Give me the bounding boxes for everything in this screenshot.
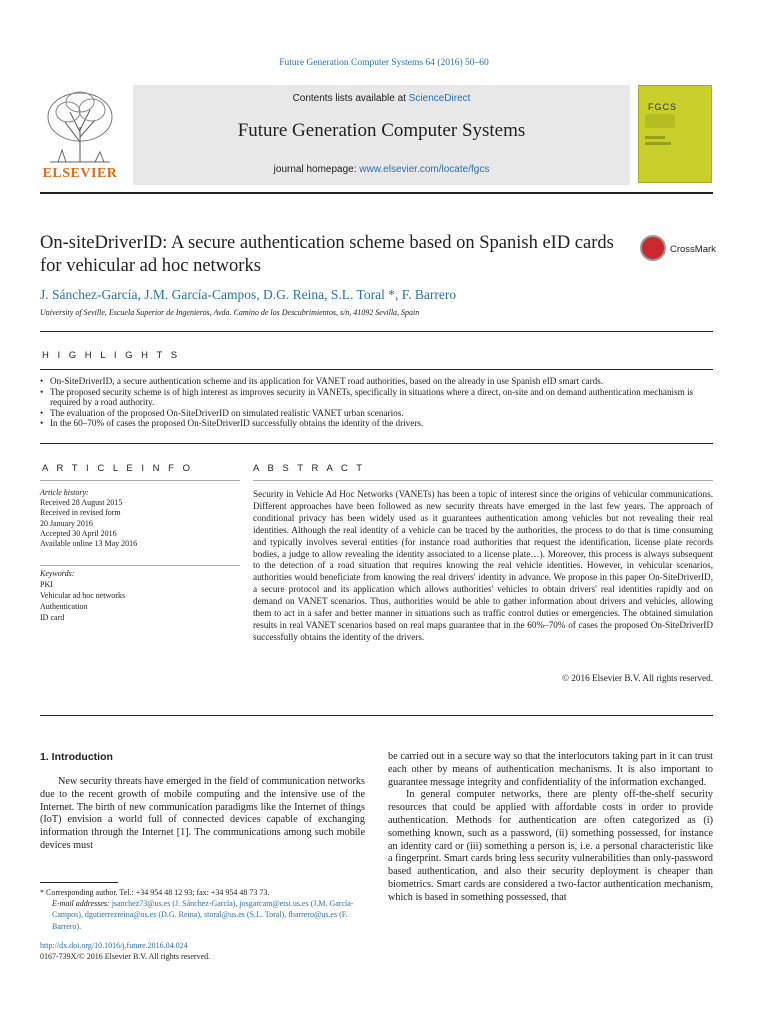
highlight-item: • The evaluation of the proposed On-SiteDriverID on simulated realistic VANET urban scenarios. — [40, 408, 713, 419]
affiliation: University of Seville, Escuela Superior de Ingenieros, Avda. Camino de los Descubrimientos, s/n, 41092 Sevilla, Spain — [40, 308, 420, 317]
publisher-logo-text: ELSEVIER — [42, 166, 118, 181]
crossmark-label[interactable]: CrossMark — [670, 244, 716, 255]
keyword: ID card — [40, 613, 65, 622]
cover-art — [639, 86, 713, 184]
keywords — [40, 568, 240, 623]
homepage-prefix: journal homepage: — [273, 164, 360, 175]
footnote — [40, 887, 370, 932]
corresponding-author-note: * Corresponding author. Tel.: +34 954 48 12 93; fax: +34 954 48 73 73. — [40, 888, 270, 897]
keywords-label: Keywords: — [40, 569, 75, 578]
email-label: E-mail addresses: — [52, 899, 110, 909]
history-entry: Available online 13 May 2016 — [40, 539, 138, 549]
homepage-line — [133, 164, 630, 175]
article-title: On-siteDriverID: A secure authentication scheme based on Spanish eID cards for vehicular ad hoc networks — [40, 233, 614, 276]
highlights-list — [40, 376, 713, 429]
keyword: PKI — [40, 580, 53, 589]
contents-line — [133, 93, 630, 104]
journal-title: Future Generation Computer Systems — [237, 120, 526, 141]
email-addresses[interactable]: jsanchez73@us.es (J. Sánchez-García), josgarcam@etsi.us.es (J.M. García-Campos), dgutierrezreina@us.es (D.G. Reina), storal@us.es (S.L. Toral), fbarrero@us.es (F. Barrero). — [52, 899, 354, 931]
article-info-heading: A R T I C L E I N F O — [42, 463, 193, 474]
homepage-link[interactable]: www.elsevier.com/locate/fgcs — [359, 164, 490, 175]
abstract-copyright: © 2016 Elsevier B.V. All rights reserved. — [562, 673, 713, 683]
history-entry: Accepted 30 April 2016 — [40, 528, 117, 538]
highlights-heading: H I G H L I G H T S — [42, 350, 181, 361]
keywords-rule — [40, 565, 240, 566]
keyword: Authentication — [40, 602, 88, 611]
article-history — [40, 488, 240, 549]
highlights-end-rule — [40, 443, 713, 444]
journal-citation[interactable]: Future Generation Computer Systems 64 (2016) 50–60 — [279, 58, 489, 68]
history-entry: Received 28 August 2015 — [40, 498, 123, 508]
title-rule — [40, 331, 713, 332]
history-entry: Received in revised form — [40, 508, 121, 518]
paragraph: New security threats have emerged in the field of communication networks due to the recent growth of mobile computing and the intensive use of the Internet. The birth of new communication paradigms like the Internet of things (IoT) envision a world full of connected devices capable of exchanging information through the Internet [1]. The communications among such mobile devices must — [40, 776, 365, 851]
sciencedirect-link[interactable]: ScienceDirect — [408, 93, 471, 104]
journal-cover-image — [638, 85, 712, 183]
highlight-item: • In the 60–70% of cases the proposed On-SiteDriverID successfully obtains the identity of the drivers. — [40, 418, 713, 429]
contents-prefix: Contents lists available at — [292, 93, 409, 104]
abstract-text: Security in Vehicle Ad Hoc Networks (VANETs) has been a topic of interest since the origins of vehicular communications. Different approaches have been followed as new security threats have emerged in the last few years. The approach of conditional privacy has been widely used as it guarantees authentication among vehicles but not revealing their real identities. Although the real identity of a vehicle can be traced by the authorities, the process to do that is time consuming and typically involves several entities (for instance road authorities that request the identification, license plate records bodies, a judge to allow revealing the identity associated to a license plate…). Moreover, this process is always subsequent to the detection of a road situation that requires knowing the real vehicle identities. However, in vehicular scenarios, authorities would beneficiate from knowing the real drivers' identity in advance. We propose in this paper On-SiteDriverID, a secure protocol and its application which allows authorities' vehicles to obtain drivers' real identities rapidly and on demand on VANET scenarios. Thus, authorities would be able to gather information about drivers and vehicles, allowing them to act in a safer and better manner in situations such as traffic control duties or emergencies. The obtained simulation results in real VANET scenarios based on real maps guarantee that in the 60%–70% of cases the proposed On-SiteDriverID successfully obtains the identity of the drivers. — [253, 489, 713, 642]
paragraph: In general computer networks, there are plenty off-the-shelf security resources that could be applied with affordable costs in order to provide authentication. Methods for authentication are often categorized as (i) something known, such as a password, (ii) something possessed, for instance an identity card or (iii) something a person is, i.e. a personal characteristic like a fingerprint. Smart cards bring less security vulnerabilities than only-password based authentication, and also their security deployment is cheaper than biometrics. Smart cards are considered a two-factor authentication mechanism, which is based in something possessed, that — [388, 789, 713, 903]
crossmark-icon[interactable] — [640, 235, 666, 261]
author-list[interactable]: J. Sánchez-García, J.M. García-Campos, D.G. Reina, S.L. Toral *, F. Barrero — [40, 287, 457, 302]
history-entry: 20 January 2016 — [40, 518, 93, 528]
paragraph: be carried out in a secure way so that the interlocutors taking part in it can trust each other by means of authentication mechanisms. It is also important to guarantee message integrity and confidentiality of the information exchanged. — [388, 751, 713, 788]
article-info-rule — [40, 480, 240, 481]
highlight-item: • The proposed security scheme is of high interest as improves security in VANETs, specifically in situations where a direct, on-site and on demand authentication mechanism is required by a road authority. — [40, 387, 713, 408]
body-column-right — [388, 751, 713, 905]
history-label: Article history: — [40, 488, 89, 497]
footnote-rule — [40, 882, 118, 883]
section-title: 1. Introduction — [40, 751, 113, 763]
highlight-item: • On-SiteDriverID, a secure authentication scheme and its application for VANET road authorities, based on the already in use Spanish eID smart cards. — [40, 376, 713, 387]
abstract-rule — [253, 480, 713, 481]
cover-title: FGCS — [648, 102, 678, 112]
header-rule — [40, 192, 713, 194]
email-note — [40, 898, 370, 932]
doi-link[interactable]: http://dx.doi.org/10.1016/j.future.2016.04.024 — [40, 941, 188, 950]
body-column-left — [40, 776, 365, 853]
issn-copyright: 0167-739X/© 2016 Elsevier B.V. All rights reserved. — [40, 952, 211, 961]
keyword: Vehicular ad hoc networks — [40, 591, 126, 600]
front-matter-rule — [40, 715, 713, 716]
abstract-heading: A B S T R A C T — [253, 463, 366, 474]
highlights-rule — [40, 369, 713, 370]
